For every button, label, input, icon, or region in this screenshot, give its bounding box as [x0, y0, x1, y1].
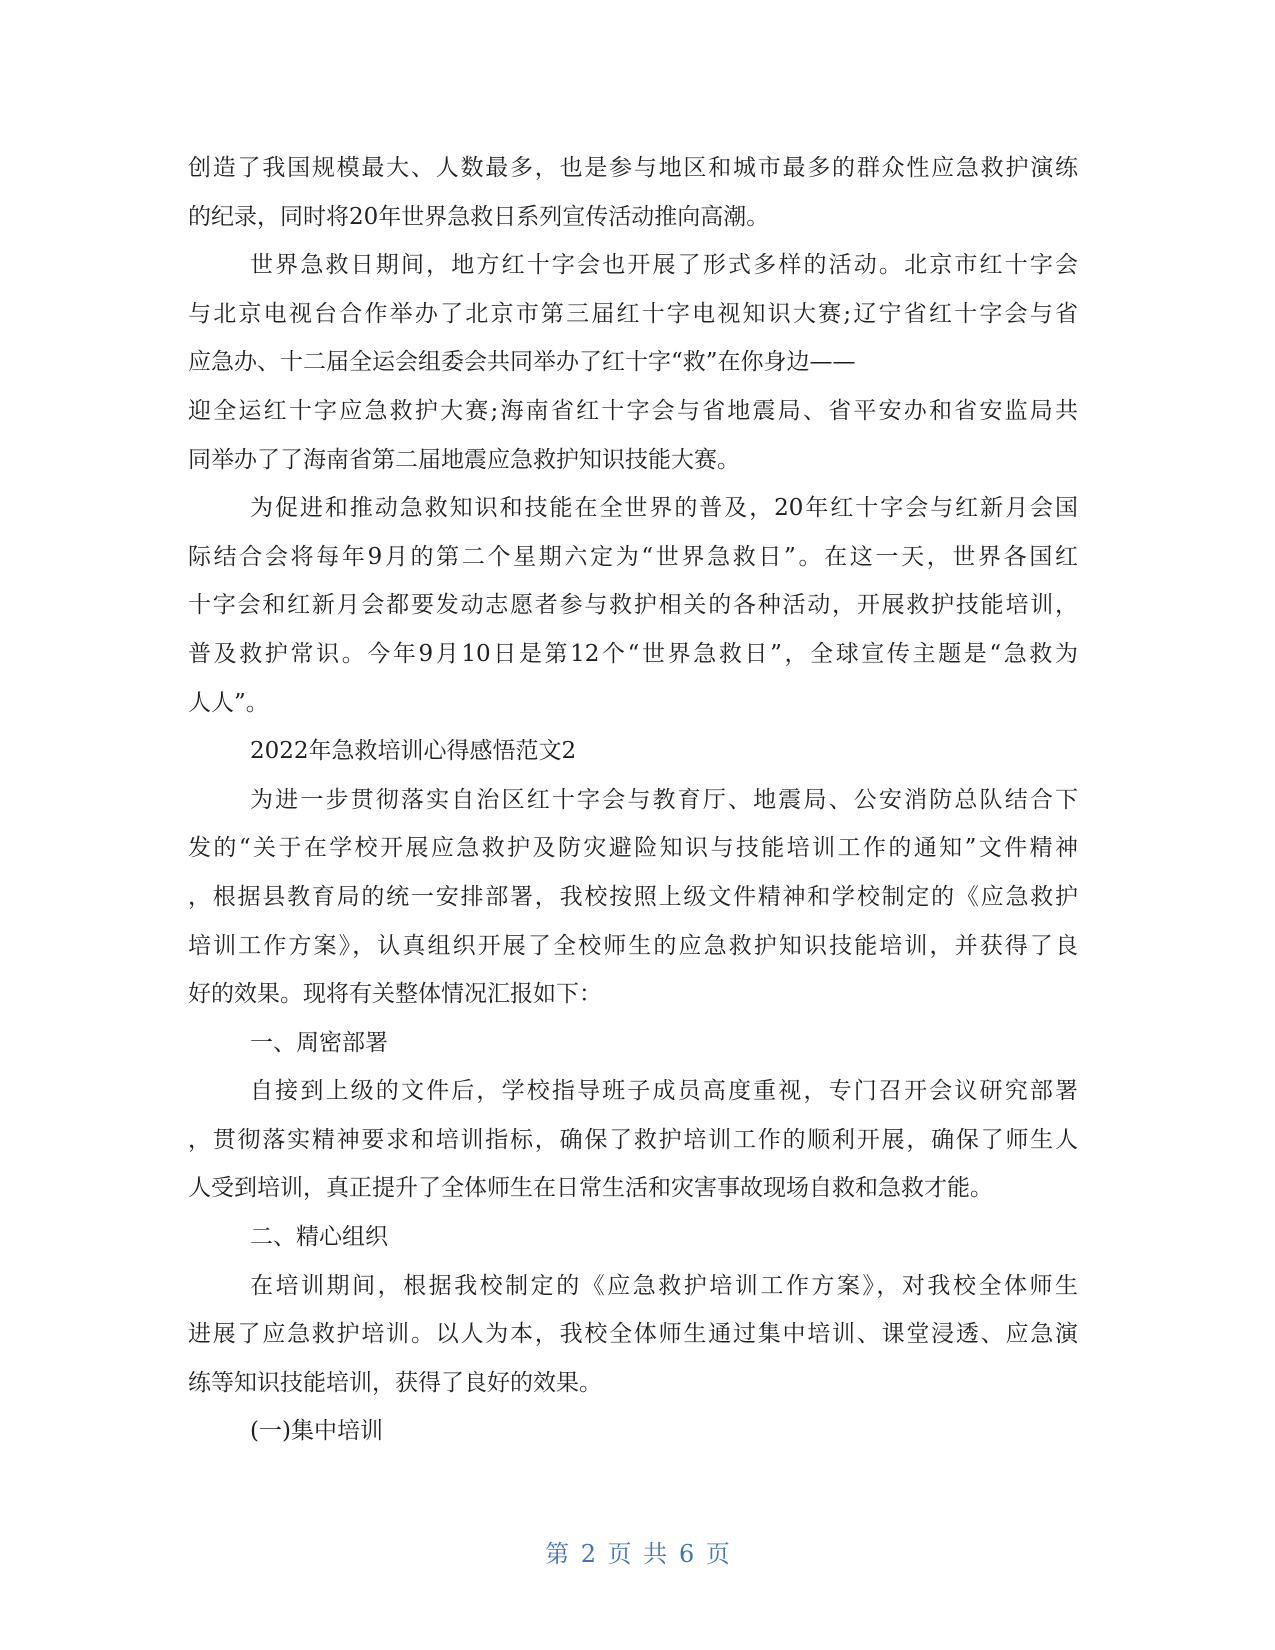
page-number-footer: 第 2 页 共 6 页	[545, 1540, 730, 1568]
body-line: 迎全运红十字应急救护大赛;海南省红十字会与省地震局、省平安办和省安监局共	[188, 397, 1078, 424]
body-line: 创造了我国规模最大、人数最多，也是参与地区和城市最多的群众性应急救护演练	[188, 155, 1078, 181]
body-line: 练等知识技能培训，获得了良好的效果。	[188, 1369, 602, 1396]
body-line: 人受到培训，真正提升了全体师生在日常生活和灾害事故现场自救和急救才能。	[188, 1175, 993, 1202]
document-body	[188, 144, 1078, 1456]
body-line: 应急办、十二届全运会组委会共同举办了红十字“救”在你身边——	[188, 349, 856, 376]
body-line: ，根据县教育局的统一安排部署，我校按照上级文件精神和学校制定的《应急救护	[188, 883, 1078, 910]
body-line: 为促进和推动急救知识和技能在全世界的普及，20年红十字会与红新月会国	[250, 495, 1078, 522]
body-line: 在培训期间，根据我校制定的《应急救护培训工作方案》，对我校全体师生	[250, 1272, 1078, 1299]
body-line: 世界急救日期间，地方红十字会也开展了形式多样的活动。北京市红十字会	[250, 252, 1078, 279]
section-heading: 二、精心组织	[250, 1224, 388, 1251]
body-line: ，贯彻落实精神要求和培训指标，确保了救护培训工作的顺利开展，确保了师生人	[188, 1126, 1078, 1153]
body-line: 的纪录，同时将20年世界急救日系列宣传活动推向高潮。	[188, 203, 770, 230]
body-line: 人人”。	[188, 689, 269, 716]
body-line: 进展了应急救护培训。以人为本，我校全体师生通过集中培训、课堂浸透、应急演	[188, 1321, 1078, 1348]
body-line: 际结合会将每年9月的第二个星期六定为“世界急救日”。在这一天，世界各国红	[188, 543, 1078, 570]
section-heading: (一)集中培训	[250, 1418, 383, 1445]
body-line: 十字会和红新月会都要发动志愿者参与救护相关的各种活动，开展救护技能培训，	[188, 592, 1078, 619]
body-line: 与北京电视台合作举办了北京市第三届红十字电视知识大赛;辽宁省红十字会与省	[188, 300, 1078, 327]
body-line: 普及救护常识。今年9月10日是第12个“世界急救日”，全球宣传主题是“急救为	[188, 640, 1078, 667]
body-line: 好的效果。现将有关整体情况汇报如下：	[188, 981, 602, 1008]
body-line: 培训工作方案》，认真组织开展了全校师生的应急救护知识技能培训，并获得了良	[188, 932, 1078, 959]
section-heading: 2022年急救培训心得感悟范文2	[250, 738, 577, 765]
section-heading: 一、周密部署	[250, 1029, 388, 1056]
body-line: 发的“关于在学校开展应急救护及防灾避险知识与技能培训工作的通知”文件精神	[188, 835, 1078, 862]
body-line: 为进一步贯彻落实自治区红十字会与教育厅、地震局、公安消防总队结合下	[250, 786, 1078, 813]
body-line: 自接到上级的文件后，学校指导班子成员高度重视，专门召开会议研究部署	[250, 1078, 1078, 1105]
body-line: 同举办了了海南省第二届地震应急救护知识技能大赛。	[188, 446, 740, 473]
